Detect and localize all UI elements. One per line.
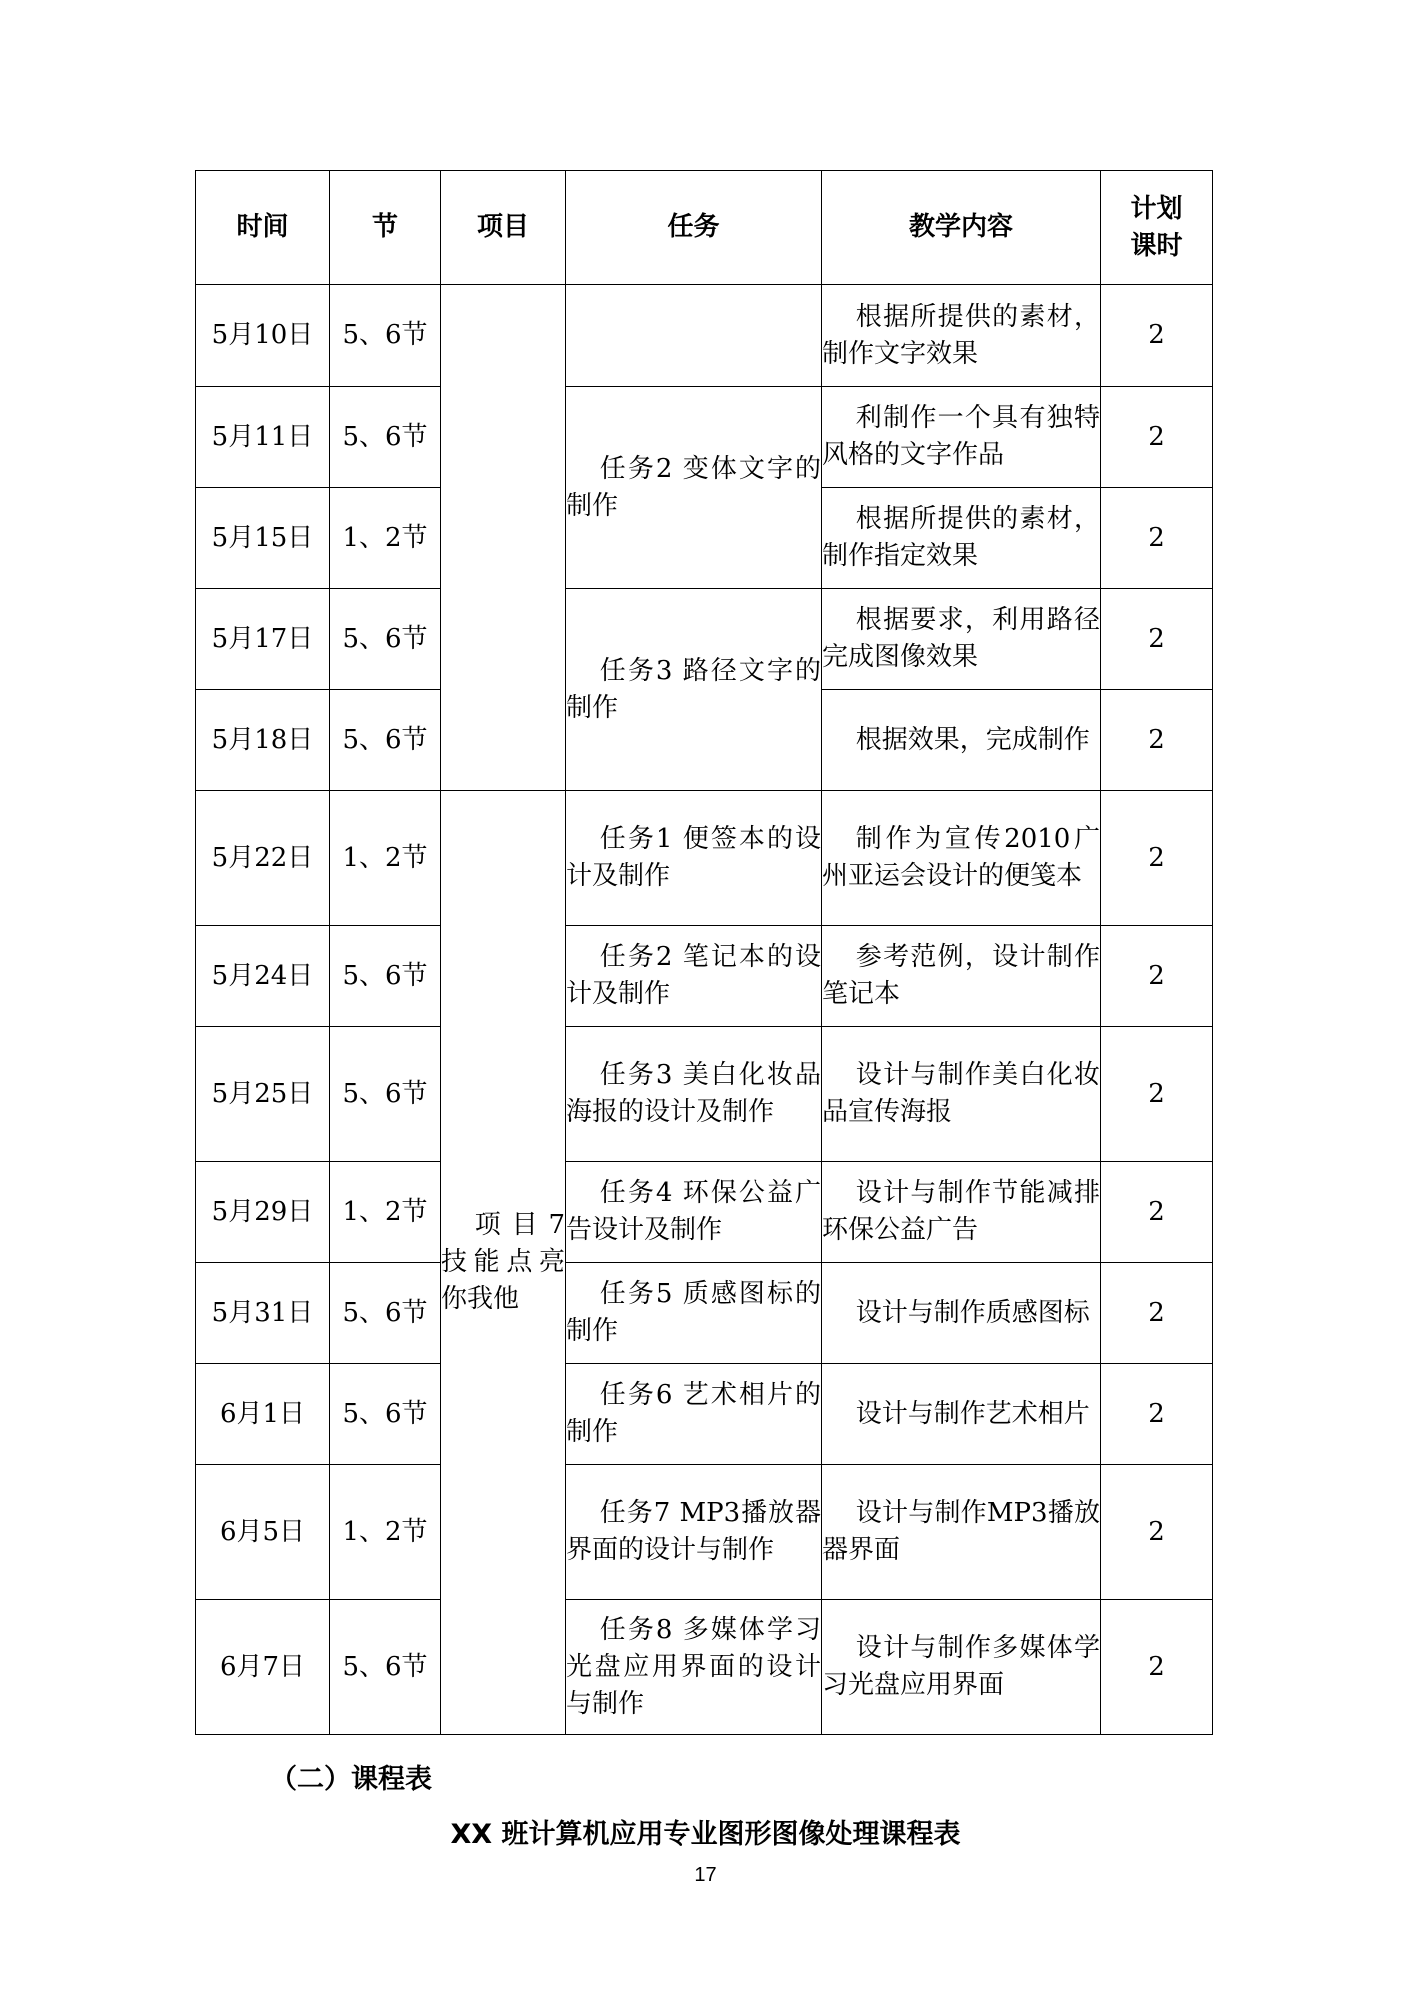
period-cell: 5、6节 bbox=[330, 1364, 441, 1465]
hours-cell: 2 bbox=[1101, 387, 1213, 488]
hours-cell: 2 bbox=[1101, 1465, 1213, 1600]
section-heading: （二）课程表 bbox=[270, 1764, 432, 1795]
date-cell: 5月15日 bbox=[196, 488, 330, 589]
date-cell: 6月7日 bbox=[196, 1600, 330, 1735]
date-cell: 5月17日 bbox=[196, 589, 330, 690]
hours-cell: 2 bbox=[1101, 488, 1213, 589]
table-header-row bbox=[196, 171, 1213, 285]
period-cell: 1、2节 bbox=[330, 488, 441, 589]
task-cell: 任务2 笔记本的设计及制作 bbox=[566, 926, 822, 1027]
date-cell: 5月11日 bbox=[196, 387, 330, 488]
task-cell: 任务4 环保公益广告设计及制作 bbox=[566, 1162, 822, 1263]
date-cell: 5月22日 bbox=[196, 791, 330, 926]
date-cell: 5月24日 bbox=[196, 926, 330, 1027]
hours-cell: 2 bbox=[1101, 1364, 1213, 1465]
content-cell: 参考范例，设计制作笔记本 bbox=[822, 926, 1101, 1027]
task-cell: 任务5 质感图标的制作 bbox=[566, 1263, 822, 1364]
header-task: 任务 bbox=[566, 171, 822, 285]
content-cell: 制作为宣传2010广州亚运会设计的便笺本 bbox=[822, 791, 1101, 926]
task-cell: 任务3 美白化妆品海报的设计及制作 bbox=[566, 1027, 822, 1162]
table-row bbox=[196, 926, 1213, 1027]
period-cell: 5、6节 bbox=[330, 926, 441, 1027]
date-cell: 5月29日 bbox=[196, 1162, 330, 1263]
content-cell: 根据所提供的素材，制作指定效果 bbox=[822, 488, 1101, 589]
task-cell: 任务8 多媒体学习光盘应用界面的设计与制作 bbox=[566, 1600, 822, 1735]
header-hours-line2: 课时 bbox=[1130, 230, 1183, 261]
header-content: 教学内容 bbox=[822, 171, 1101, 285]
content-cell: 设计与制作节能减排环保公益广告 bbox=[822, 1162, 1101, 1263]
task-cell: 任务3 路径文字的制作 bbox=[566, 589, 822, 791]
date-cell: 6月5日 bbox=[196, 1465, 330, 1600]
page-number: 17 bbox=[694, 1864, 717, 1886]
hours-cell: 2 bbox=[1101, 1263, 1213, 1364]
task-cell: 任务1 便签本的设计及制作 bbox=[566, 791, 822, 926]
table-row bbox=[196, 791, 1213, 926]
schedule-table bbox=[195, 170, 1213, 1735]
table-title: XX 班计算机应用专业图形图像处理课程表 bbox=[450, 1819, 961, 1850]
date-cell: 5月10日 bbox=[196, 285, 330, 387]
period-cell: 5、6节 bbox=[330, 690, 441, 791]
hours-cell: 2 bbox=[1101, 690, 1213, 791]
period-cell: 5、6节 bbox=[330, 387, 441, 488]
header-time: 时间 bbox=[196, 171, 330, 285]
project-cell: 项目7 技能点亮你我他 bbox=[441, 791, 566, 1735]
hours-cell: 2 bbox=[1101, 285, 1213, 387]
period-cell: 5、6节 bbox=[330, 1263, 441, 1364]
date-cell: 5月18日 bbox=[196, 690, 330, 791]
header-period: 节 bbox=[330, 171, 441, 285]
content-cell: 根据所提供的素材，制作文字效果 bbox=[822, 285, 1101, 387]
task-cell: 任务7 MP3播放器界面的设计与制作 bbox=[566, 1465, 822, 1600]
table-row bbox=[196, 589, 1213, 690]
project-cell-empty bbox=[441, 285, 566, 791]
table-row bbox=[196, 387, 1213, 488]
date-cell: 5月25日 bbox=[196, 1027, 330, 1162]
period-cell: 5、6节 bbox=[330, 1600, 441, 1735]
content-cell: 根据要求，利用路径完成图像效果 bbox=[822, 589, 1101, 690]
hours-cell: 2 bbox=[1101, 926, 1213, 1027]
table-row bbox=[196, 285, 1213, 387]
table-row bbox=[196, 1263, 1213, 1364]
header-project: 项目 bbox=[441, 171, 566, 285]
table-row bbox=[196, 1364, 1213, 1465]
content-cell: 根据效果，完成制作 bbox=[822, 690, 1101, 791]
header-hours bbox=[1101, 171, 1213, 285]
hours-cell: 2 bbox=[1101, 791, 1213, 926]
content-cell: 设计与制作多媒体学习光盘应用界面 bbox=[822, 1600, 1101, 1735]
hours-cell: 2 bbox=[1101, 1162, 1213, 1263]
period-cell: 1、2节 bbox=[330, 1162, 441, 1263]
header-hours-line1: 计划 bbox=[1130, 193, 1183, 224]
period-cell: 1、2节 bbox=[330, 1465, 441, 1600]
content-cell: 利制作一个具有独特风格的文字作品 bbox=[822, 387, 1101, 488]
task-cell: 任务6 艺术相片的制作 bbox=[566, 1364, 822, 1465]
content-cell: 设计与制作MP3播放器界面 bbox=[822, 1465, 1101, 1600]
hours-cell: 2 bbox=[1101, 1600, 1213, 1735]
date-cell: 5月31日 bbox=[196, 1263, 330, 1364]
period-cell: 5、6节 bbox=[330, 1027, 441, 1162]
date-cell: 6月1日 bbox=[196, 1364, 330, 1465]
period-cell: 5、6节 bbox=[330, 589, 441, 690]
task-cell-empty bbox=[566, 285, 822, 387]
table-row bbox=[196, 1162, 1213, 1263]
table-row bbox=[196, 1465, 1213, 1600]
table-row bbox=[196, 1027, 1213, 1162]
period-cell: 1、2节 bbox=[330, 791, 441, 926]
period-cell: 5、6节 bbox=[330, 285, 441, 387]
hours-cell: 2 bbox=[1101, 1027, 1213, 1162]
table-row bbox=[196, 1600, 1213, 1735]
content-cell: 设计与制作美白化妆品宣传海报 bbox=[822, 1027, 1101, 1162]
task-cell: 任务2 变体文字的制作 bbox=[566, 387, 822, 589]
hours-cell: 2 bbox=[1101, 589, 1213, 690]
content-cell: 设计与制作艺术相片 bbox=[822, 1364, 1101, 1465]
content-cell: 设计与制作质感图标 bbox=[822, 1263, 1101, 1364]
